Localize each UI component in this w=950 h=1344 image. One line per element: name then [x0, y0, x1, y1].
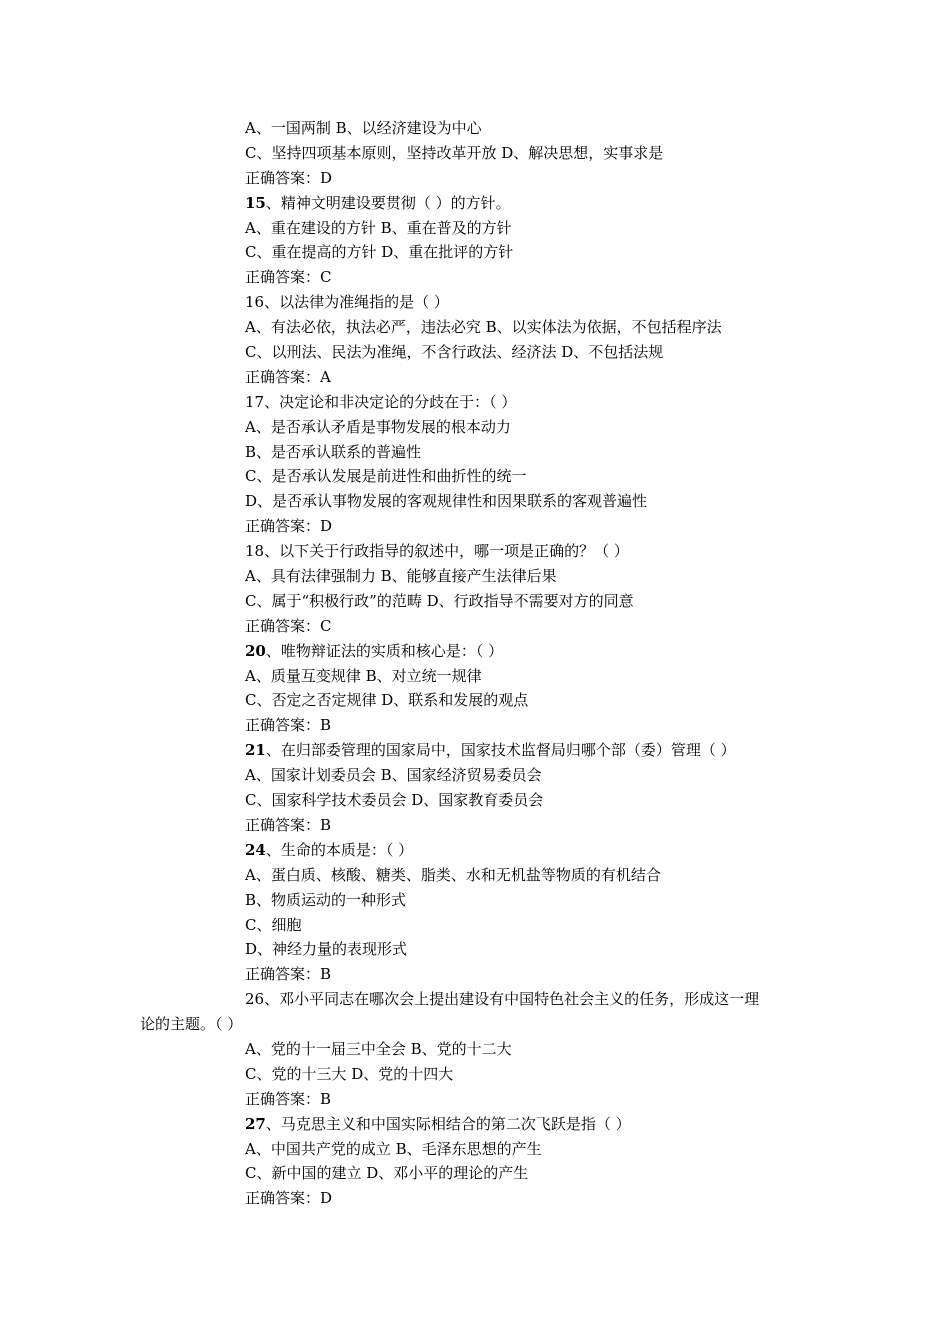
- line-text: A、有法必依，执法必严，违法必究 B、以实体法为依据，不包括程序法: [245, 318, 722, 337]
- line-text: C、属于“积极行政”的范畴 D、行政指导不需要对方的同意: [245, 591, 634, 610]
- text-line: [140, 1087, 820, 1112]
- text-line: [140, 1161, 820, 1186]
- text-line: [140, 216, 820, 241]
- question-number: 21: [245, 741, 266, 760]
- line-text: 正确答案：D: [245, 517, 333, 536]
- text-line: [140, 265, 820, 290]
- line-text: A、中国共产党的成立 B、毛泽东思想的产生: [245, 1139, 542, 1158]
- text-line: [140, 514, 820, 539]
- text-line: [140, 340, 820, 365]
- line-text: 、唯物辩证法的实质和核心是：（ ）: [265, 641, 504, 660]
- line-text: C、重在提高的方针 D、重在批评的方针: [245, 243, 514, 262]
- text-line: [140, 390, 820, 415]
- line-text: A、重在建设的方针 B、重在普及的方针: [245, 218, 512, 237]
- text-line: [140, 1112, 820, 1137]
- text-line: [140, 365, 820, 390]
- text-line: [140, 1137, 820, 1162]
- question-block-1: [140, 116, 820, 987]
- line-text: A、党的十一届三中全会 B、党的十二大: [245, 1039, 512, 1058]
- text-line: [140, 763, 820, 788]
- text-line: [140, 116, 820, 141]
- text-line: [140, 1037, 820, 1062]
- text-line: [140, 838, 820, 863]
- line-text: D、是否承认事物发展的客观规律性和因果联系的客观普遍性: [245, 492, 648, 511]
- line-text: C、国家科学技术委员会 D、国家教育委员会: [245, 791, 544, 810]
- line-text: 正确答案：B: [245, 1089, 332, 1108]
- question-number: 15: [245, 193, 266, 212]
- line-text: 正确答案：B: [245, 716, 332, 735]
- text-line: [140, 315, 820, 340]
- text-line: [140, 639, 820, 664]
- text-line: [140, 141, 820, 166]
- line-text: 正确答案：C: [245, 268, 332, 287]
- question-number: 27: [245, 1114, 266, 1133]
- line-text: B、物质运动的一种形式: [245, 890, 407, 909]
- text-line: [140, 813, 820, 838]
- line-text: 、生命的本质是：（ ）: [265, 840, 414, 859]
- line-text: A、国家计划委员会 B、国家经济贸易委员会: [245, 766, 542, 785]
- text-line: [140, 664, 820, 689]
- text-line: [140, 1186, 820, 1211]
- question-list: [140, 116, 820, 1211]
- text-line: [140, 788, 820, 813]
- line-text: C、细胞: [245, 915, 302, 934]
- line-text: B、是否承认联系的普遍性: [245, 442, 422, 461]
- text-line: [140, 489, 820, 514]
- text-line: [140, 290, 820, 315]
- question-block-2: [140, 1037, 820, 1211]
- text-line: [140, 166, 820, 191]
- text-line: [140, 688, 820, 713]
- line-text: 正确答案：D: [245, 1189, 333, 1208]
- line-text: 、在归部委管理的国家局中，国家技术监督局归哪个部（委）管理（ ）: [265, 741, 736, 760]
- line-text: C、以刑法、民法为准绳，不含行政法、经济法 D、不包括法规: [245, 343, 664, 362]
- line-text: A、是否承认矛盾是事物发展的根本动力: [245, 417, 511, 436]
- text-line: [140, 1062, 820, 1087]
- text-line: [140, 440, 820, 465]
- line-text: 正确答案：B: [245, 965, 332, 984]
- line-text: 、马克思主义和中国实际相结合的第二次飞跃是指（ ）: [265, 1114, 631, 1133]
- line-text: D、神经力量的表现形式: [245, 940, 408, 959]
- text-line: [140, 913, 820, 938]
- text-line: [140, 589, 820, 614]
- question-number: 20: [245, 641, 266, 660]
- line-text: C、否定之否定规律 D、联系和发展的观点: [245, 691, 529, 710]
- line-text: 18、以下关于行政指导的叙述中，哪一项是正确的？（ ）: [245, 542, 629, 561]
- line-text: 、精神文明建设要贯彻（ ）的方针。: [265, 193, 511, 212]
- text-line: [140, 614, 820, 639]
- line-text: 16、以法律为准绳指的是（ ）: [245, 293, 449, 312]
- line-text: 正确答案：B: [245, 815, 332, 834]
- text-line: [140, 539, 820, 564]
- text-line: [140, 240, 820, 265]
- line-text: A、具有法律强制力 B、能够直接产生法律后果: [245, 567, 557, 586]
- text-line: [140, 888, 820, 913]
- text-line: [140, 937, 820, 962]
- question-26-line-1: 26、邓小平同志在哪次会上提出建设有中国特色社会主义的任务，形成这一理: [245, 990, 760, 1009]
- line-text: 17、决定论和非决定论的分歧在于：（ ）: [245, 392, 517, 411]
- text-line: [140, 564, 820, 589]
- question-number: 24: [245, 840, 266, 859]
- line-text: C、党的十三大 D、党的十四大: [245, 1064, 454, 1083]
- text-line: [140, 738, 820, 763]
- text-line: [140, 415, 820, 440]
- question-26-line-2: 论的主题。（ ）: [140, 1015, 243, 1034]
- line-text: 正确答案：C: [245, 616, 332, 635]
- text-line: [140, 962, 820, 987]
- line-text: A、一国两制 B、以经济建设为中心: [245, 119, 482, 137]
- line-text: 正确答案：A: [245, 367, 331, 386]
- text-line: [140, 713, 820, 738]
- line-text: C、坚持四项基本原则，坚持改革开放 D、解决思想，实事求是: [245, 143, 664, 162]
- text-line: [140, 191, 820, 216]
- line-text: C、新中国的建立 D、邓小平的理论的产生: [245, 1164, 529, 1183]
- line-text: C、是否承认发展是前进性和曲折性的统一: [245, 467, 527, 486]
- line-text: A、蛋白质、核酸、糖类、脂类、水和无机盐等物质的有机结合: [245, 865, 661, 884]
- line-text: 正确答案：D: [245, 168, 333, 187]
- line-text: A、质量互变规律 B、对立统一规律: [245, 666, 482, 685]
- text-line: [140, 464, 820, 489]
- text-line: [140, 863, 820, 888]
